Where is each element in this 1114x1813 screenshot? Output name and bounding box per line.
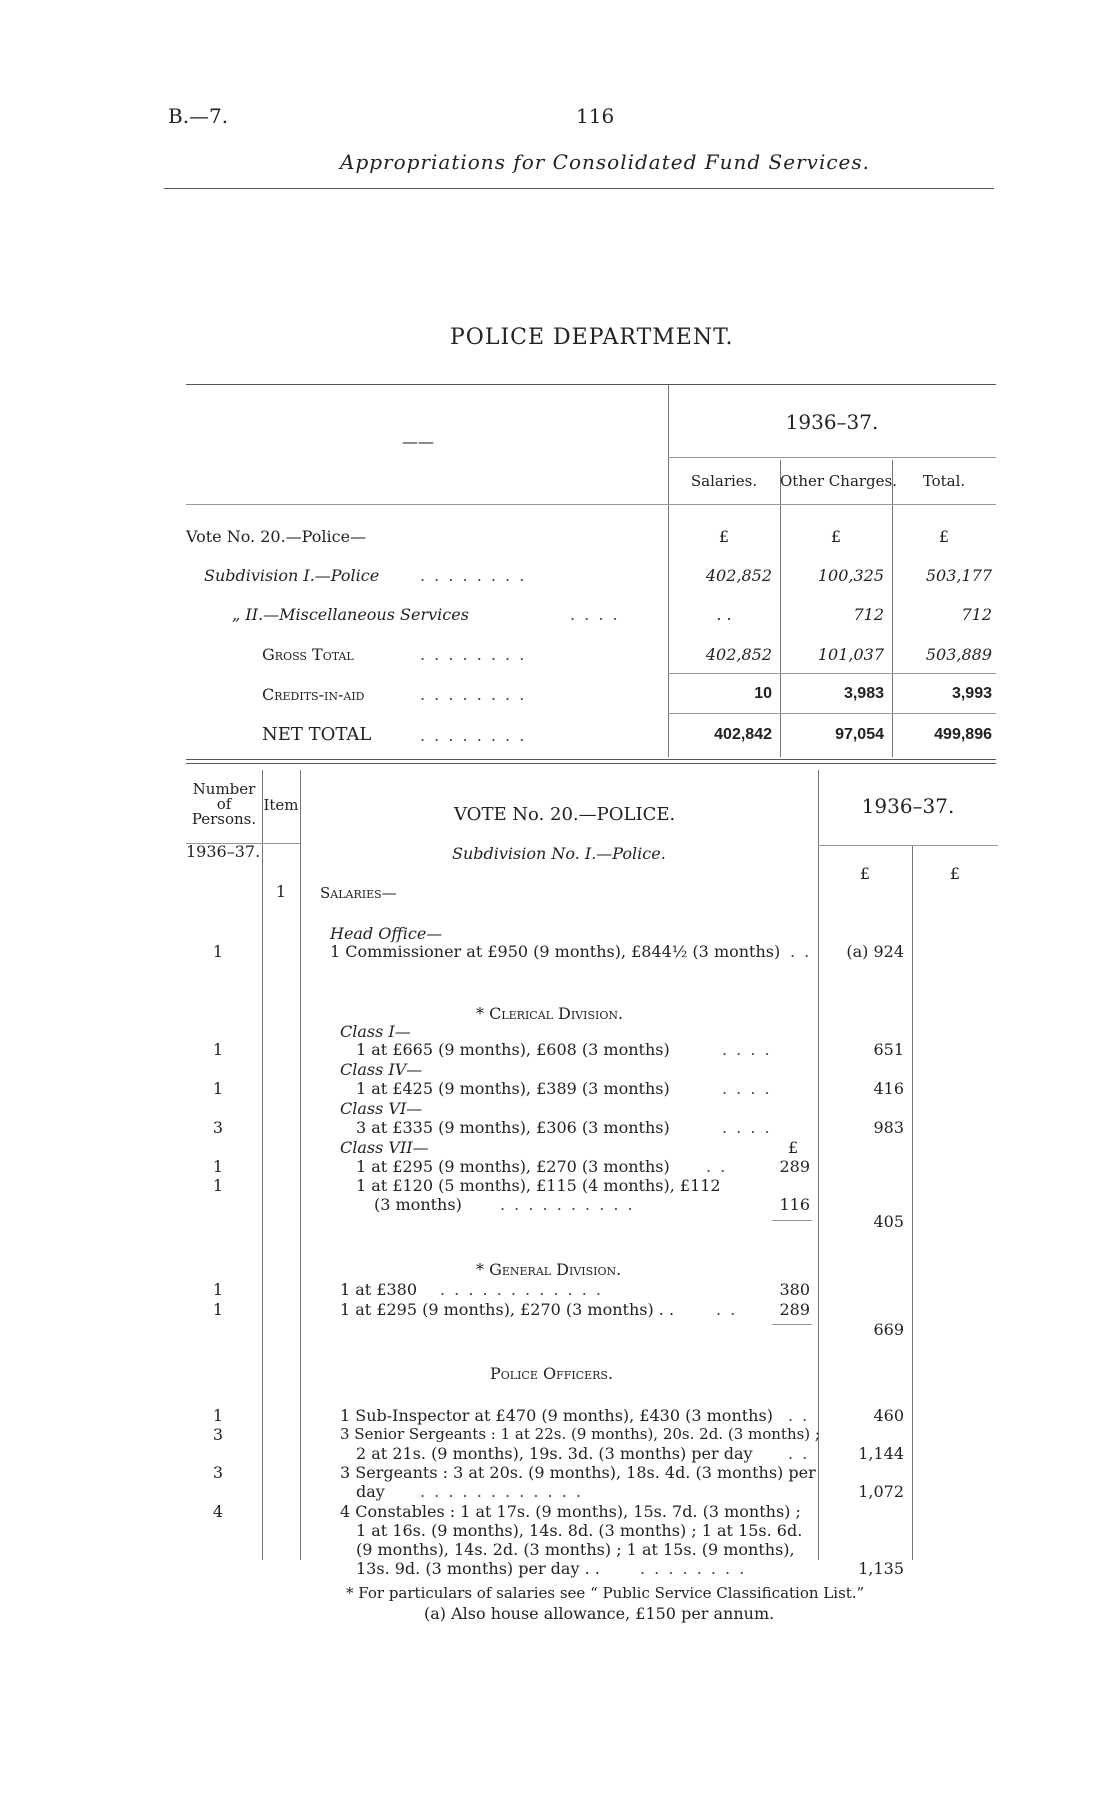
pound-symbol: £	[949, 864, 961, 883]
class-heading: Class VI—	[340, 1099, 423, 1118]
line-dots: . .	[716, 1300, 738, 1319]
summary-row-label: NET TOTAL	[262, 724, 372, 745]
line-text: 1 at £295 (9 months), £270 (3 months) . .	[340, 1300, 675, 1319]
line-amount: 1,144	[858, 1444, 904, 1463]
line-text: 1 at £295 (9 months), £270 (3 months)	[356, 1157, 670, 1176]
line-dots: . . . .	[722, 1040, 772, 1059]
line-amount: 651	[873, 1040, 904, 1059]
head-office-heading: Head Office—	[330, 924, 443, 943]
line-text: 13s. 9d. (3 months) per day . .	[356, 1559, 600, 1578]
clerical-division-heading: * Clerical Division.	[476, 1004, 624, 1023]
summary-value: 100,325	[817, 566, 884, 585]
summary-year: 1936–37.	[785, 410, 879, 434]
line-dots: . . . . . . . .	[640, 1559, 747, 1578]
line-amount: 416	[873, 1079, 904, 1098]
pound-symbol: £	[788, 1138, 799, 1157]
persons-count: 4	[212, 1502, 224, 1521]
persons-count: 1	[212, 942, 224, 961]
line-text: (9 months), 14s. 2d. (3 months) ; 1 at 15s. (9 months),	[356, 1540, 795, 1559]
line-text: 2 at 21s. (9 months), 19s. 3d. (3 months) per day	[356, 1444, 753, 1463]
line-text: day	[356, 1482, 385, 1501]
summary-value: . .	[716, 605, 732, 624]
page-number: 116	[576, 104, 615, 128]
line-dots: . .	[788, 1444, 810, 1463]
line-text: 4 Constables : 1 at 17s. (9 months), 15s. 7d. (3 months) ;	[340, 1502, 801, 1521]
summary-value: 712	[853, 605, 884, 624]
persons-count: 1	[212, 1040, 224, 1059]
summary-value: 499,896	[934, 726, 992, 743]
line-dots: . . . . . . . . . . . .	[440, 1280, 603, 1299]
general-division-heading: * General Division.	[476, 1260, 622, 1279]
currency-total: £	[938, 527, 950, 546]
col-salaries: Salaries.	[690, 472, 758, 490]
line-amount: 669	[873, 1320, 904, 1339]
line-dots: . . . .	[722, 1118, 772, 1137]
detail-year: 1936–37.	[861, 794, 955, 818]
footnote-a: (a) Also house allowance, £150 per annum.	[424, 1604, 775, 1623]
header-rule	[164, 188, 994, 189]
line-subamount: 289	[779, 1157, 810, 1176]
persons-count: 3	[212, 1425, 224, 1444]
persons-count: 1	[212, 1079, 224, 1098]
line-text: 3 Sergeants : 3 at 20s. (9 months), 18s. 4d. (3 months) per	[340, 1463, 816, 1482]
pound-symbol: £	[859, 864, 871, 883]
line-subamount: 380	[779, 1280, 810, 1299]
line-amount: 405	[873, 1212, 904, 1231]
persons-count: 1	[212, 1157, 224, 1176]
persons-count: 1	[212, 1300, 224, 1319]
class-heading: Class I—	[340, 1022, 411, 1041]
vote-title: VOTE No. 20.—POLICE.	[454, 804, 676, 825]
persons-year: 1936–37.	[186, 842, 261, 861]
footnote-star: * For particulars of salaries see “ Public Service Classification List.”	[346, 1584, 865, 1602]
line-dots: . . . .	[722, 1079, 772, 1098]
line-text: 1 at £380	[340, 1280, 418, 1299]
persons-count: 1	[212, 1176, 224, 1195]
line-amount: 1,135	[858, 1559, 904, 1578]
summary-stub-dash: ——	[402, 432, 434, 451]
line-dots: . .	[788, 1406, 810, 1425]
class-heading: Class VII—	[340, 1138, 429, 1157]
police-officers-heading: Police Officers.	[490, 1364, 614, 1383]
line-dots: . . . . . . . . . . . .	[420, 1482, 583, 1501]
line-text: (3 months)	[374, 1195, 462, 1214]
line-dots: . .	[790, 942, 812, 961]
summary-value: 101,037	[817, 645, 884, 664]
line-text: 1 Commissioner at £950 (9 months), £844½ (3 months)	[330, 942, 781, 961]
page-reference: B.—7.	[168, 104, 229, 128]
summary-value: 402,852	[705, 566, 772, 585]
page-subtitle: Appropriations for Consolidated Fund Services.	[340, 150, 871, 174]
currency-salaries: £	[718, 527, 730, 546]
summary-row-label: Gross Total	[262, 645, 354, 664]
item-number: 1	[275, 882, 287, 901]
summary-value: 3,993	[951, 685, 992, 702]
persons-count: 1	[212, 1406, 224, 1425]
line-text: 3 at £335 (9 months), £306 (3 months)	[356, 1118, 670, 1137]
summary-value: 97,054	[835, 726, 884, 743]
summary-row-label: „ II.—Miscellaneous Services	[232, 605, 469, 624]
line-subamount: 116	[779, 1195, 810, 1214]
summary-value: 712	[961, 605, 992, 624]
line-dots: . . . . . . . . . .	[500, 1195, 635, 1214]
persons-count: 3	[212, 1463, 224, 1482]
summary-row-dots: . . . .	[570, 605, 620, 624]
summary-value: 503,889	[925, 645, 992, 664]
col-total: Total.	[922, 472, 966, 490]
department-title: POLICE DEPARTMENT.	[450, 325, 734, 350]
line-subamount: 289	[779, 1300, 810, 1319]
summary-row-label: Credits-in-aid	[262, 685, 365, 704]
summary-row-label: Subdivision I.—Police	[204, 566, 380, 585]
persons-count: 3	[212, 1118, 224, 1137]
summary-value: 3,983	[843, 685, 884, 702]
summary-value: 10	[754, 685, 772, 702]
col-number-of-persons: Number of Persons.	[191, 780, 257, 828]
line-text: 1 at £665 (9 months), £608 (3 months)	[356, 1040, 670, 1059]
subdivision-title: Subdivision No. I.—Police.	[452, 844, 666, 863]
summary-row-dots: . . . . . . . .	[420, 685, 527, 704]
vote-line: Vote No. 20.—Police—	[186, 527, 367, 546]
line-dots: . .	[706, 1157, 728, 1176]
line-text: 1 at £425 (9 months), £389 (3 months)	[356, 1079, 670, 1098]
line-amount: (a) 924	[846, 942, 904, 961]
summary-row-dots: . . . . . . . .	[420, 566, 527, 585]
line-amount: 983	[873, 1118, 904, 1137]
summary-row-dots: . . . . . . . .	[420, 726, 527, 745]
summary-value: 402,842	[714, 726, 772, 743]
class-heading: Class IV—	[340, 1060, 423, 1079]
line-text: 1 at 16s. (9 months), 14s. 8d. (3 months) ; 1 at 15s. 6d.	[356, 1521, 803, 1540]
line-text: 1 Sub-Inspector at £470 (9 months), £430 (3 months)	[340, 1406, 773, 1425]
summary-row-dots: . . . . . . . .	[420, 645, 527, 664]
summary-value: 402,852	[705, 645, 772, 664]
col-item: Item	[263, 796, 299, 814]
col-other-charges: Other Charges.	[780, 472, 897, 490]
salaries-heading: Salaries—	[320, 884, 397, 902]
line-amount: 1,072	[858, 1482, 904, 1501]
line-amount: 460	[873, 1406, 904, 1425]
summary-value: 503,177	[925, 566, 992, 585]
line-text: 3 Senior Sergeants : 1 at 22s. (9 months), 20s. 2d. (3 months) ;	[340, 1425, 820, 1443]
persons-count: 1	[212, 1280, 224, 1299]
currency-other: £	[830, 527, 842, 546]
line-text: 1 at £120 (5 months), £115 (4 months), £112	[356, 1176, 721, 1195]
